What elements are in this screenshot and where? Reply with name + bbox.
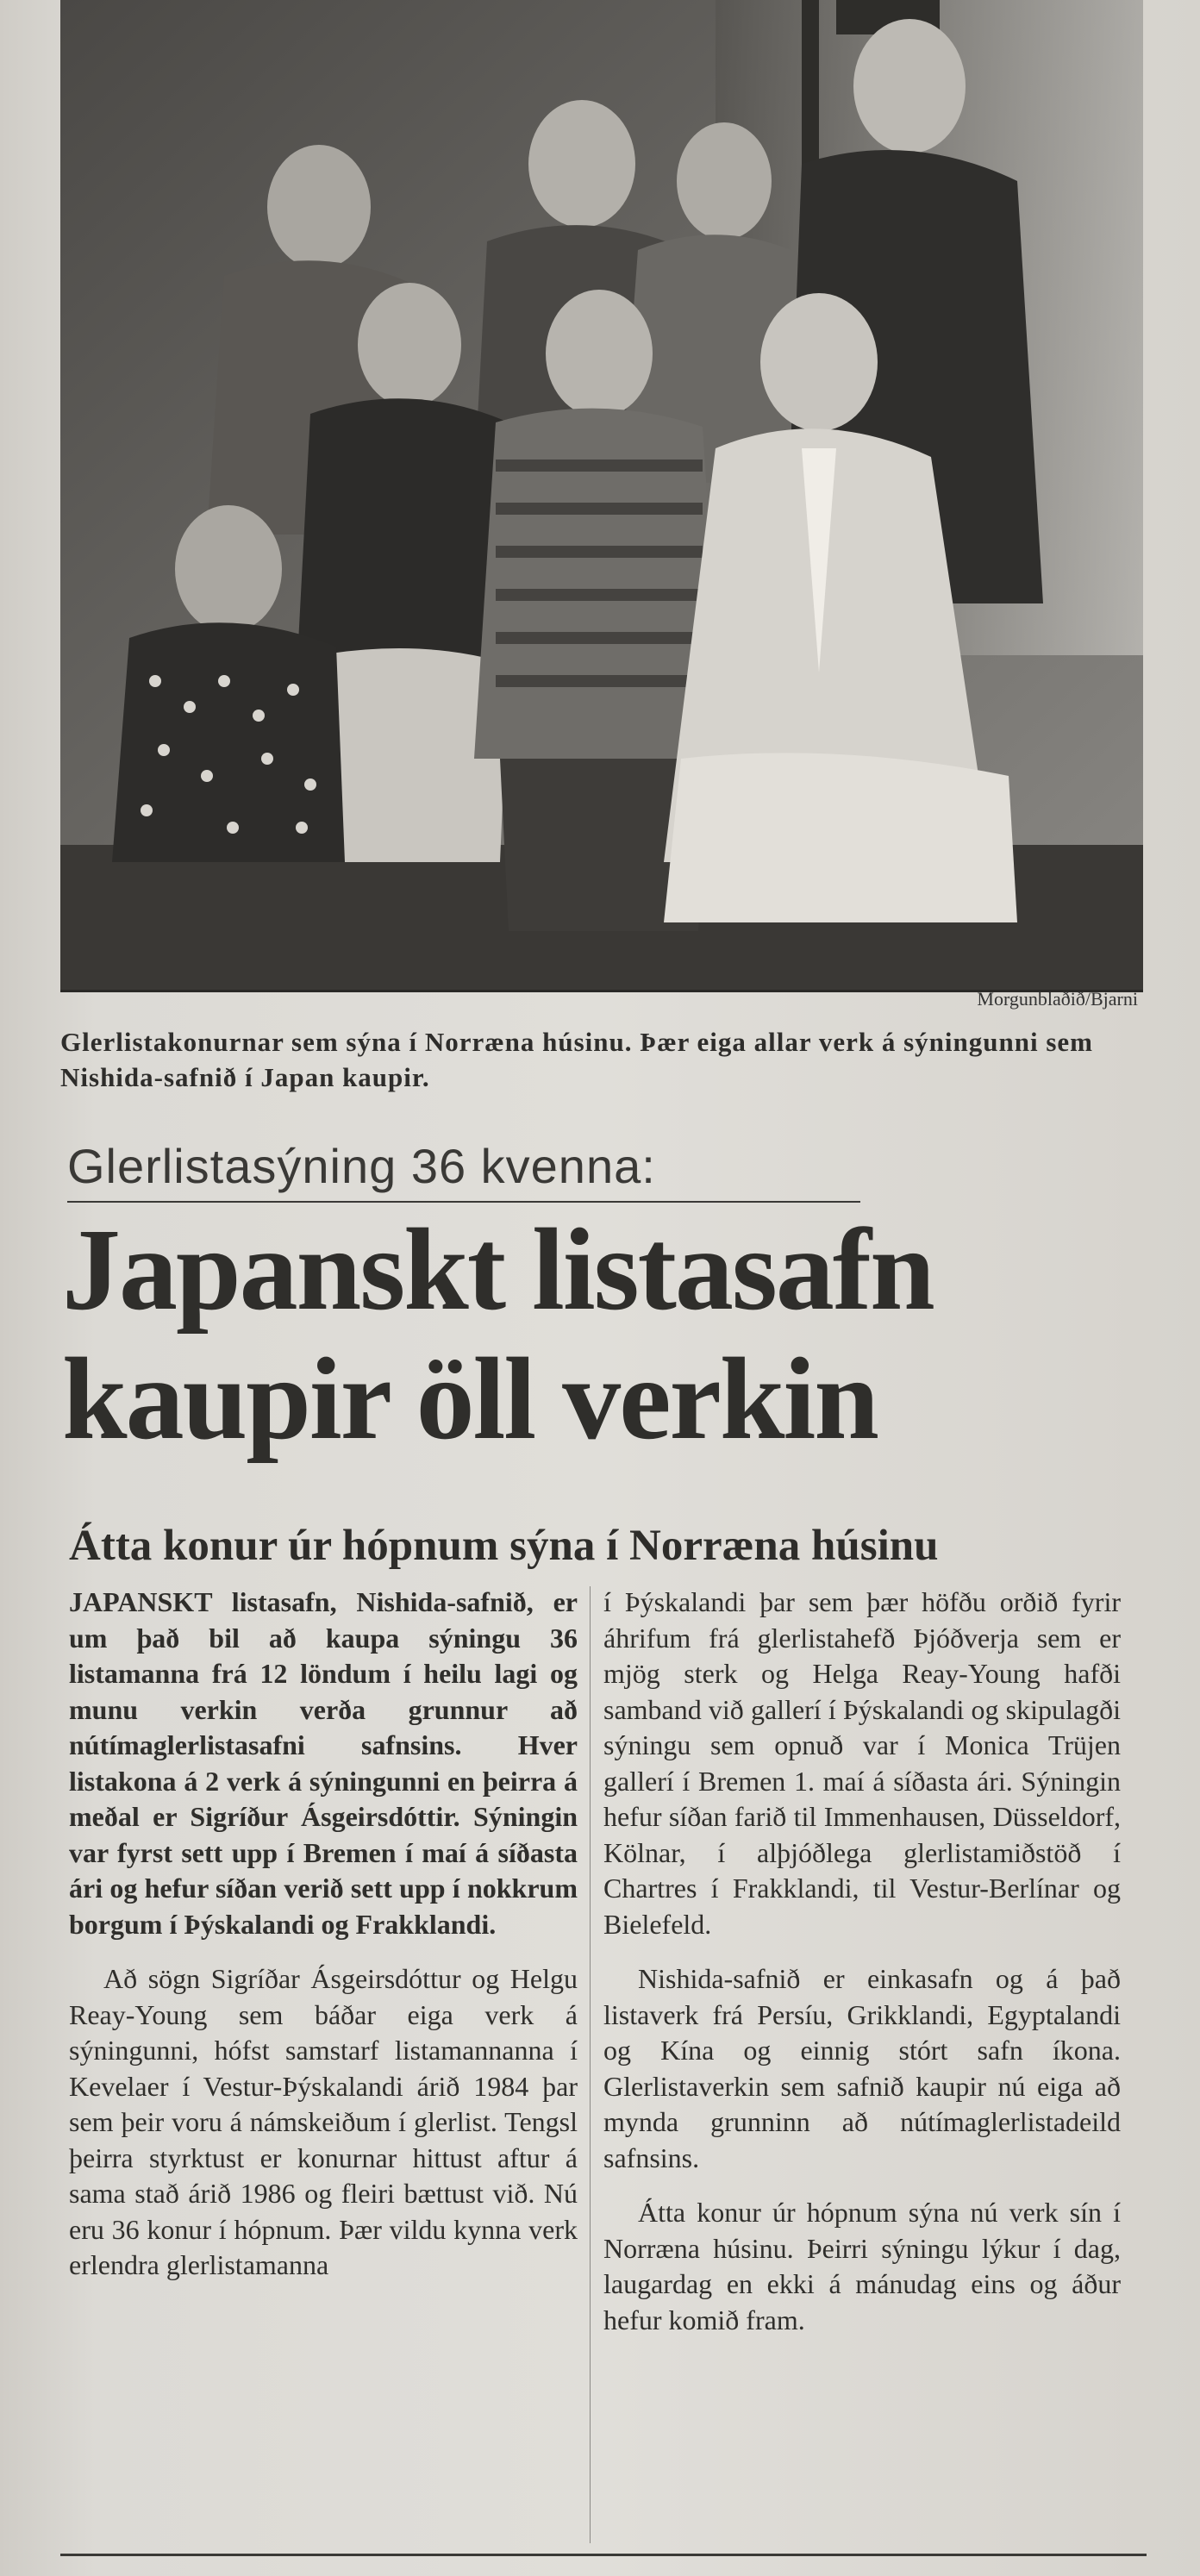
article-paragraph: Átta konur úr hópnum sýna nú verk sín í Norræna húsinu. Þeirri sýningu lýkur í dag, laugardag en ekki á mánudag eins og áður hefur komið fram. bbox=[603, 2197, 1121, 2335]
article-paragraph: JAPANSKT listasafn, Nishida-safnið, er um það bil að kaupa sýningu 36 listamanna frá 12 löndum í heilu lagi og munu verkin verða grunnur að nútímaglerlistasafni safnsins. Hver listakona á 2 verk á sýningunni en þeirra á meðal er Sigríður Ásgeirsdóttir. Sýningin var fyrst sett upp í Bremen í maí á síðasta ári og hefur síðan verið sett upp í nokkrum borgum í Þýskalandi og Frakklandi. bbox=[69, 1586, 578, 1940]
headline-line-2: kaupir öll verkin bbox=[62, 1335, 878, 1464]
article-column-left bbox=[69, 1585, 578, 2284]
column-divider bbox=[590, 1586, 591, 2543]
headline-line-1: Japanskt listasafn bbox=[62, 1205, 934, 1335]
article-paragraph: í Þýskalandi þar sem þær höfðu orðið fyrir áhrifum frá glerlistahefð Þjóðverja sem er mjög sterk og Helga Reay-Young hafði samband við gallerí í Þýskalandi og skipulagði sýningu sem opnuð var í Monica Trüjen gallerí í Bremen 1. maí á síðasta ári. Sýningin hefur síðan farið til Immenhausen, Düsseldorf, Kölnar, í alþjóðlega glerlistamiðstöð í Chartres í Frakklandi, til Vestur-Berlínar og Bielefeld. bbox=[603, 1586, 1121, 1940]
bottom-rule bbox=[60, 2554, 1147, 2556]
kicker-headline: Glerlistasýning 36 kvenna: bbox=[67, 1139, 656, 1193]
kicker-underline bbox=[67, 1201, 860, 1203]
article-column-right bbox=[603, 1585, 1121, 2338]
group-photo bbox=[60, 0, 1143, 992]
main-headline bbox=[62, 1205, 1166, 1464]
subheadline: Átta konur úr hópnum sýna í Norræna húsinu bbox=[69, 1522, 939, 1570]
photo-credit: Morgunblaðið/Bjarni bbox=[977, 988, 1138, 1010]
article-paragraph: Að sögn Sigríðar Ásgeirsdóttur og Helgu Reay-Young sem báðar eiga verk á sýningunni, hófst samstarf listamannanna í Kevelaer í Vestur-Þýskalandi árið 1984 þar sem þeir voru á námskeiðum í glerlist. Tengsl þeirra styrktust er konurnar hittust aftur á sama stað árið 1986 og fleiri bættust við. Nú eru 36 konur í hópnum. Þær vildu kynna verk erlendra glerlistamanna bbox=[69, 1963, 578, 2280]
article-paragraph: Nishida-safnið er einkasafn og á það listaverk frá Persíu, Grikklandi, Egyptalandi og Kína og einnig stórt safn íkona. Glerlistaverkin sem safnið kaupir nú eiga að mynda grunninn að nútímaglerlistadeild safnsins. bbox=[603, 1963, 1121, 2173]
photo-caption: Glerlistakonurnar sem sýna í Norræna húsinu. Þær eiga allar verk á sýningunni sem Nishida-safnið í Japan kaupir. bbox=[60, 1027, 1093, 1092]
